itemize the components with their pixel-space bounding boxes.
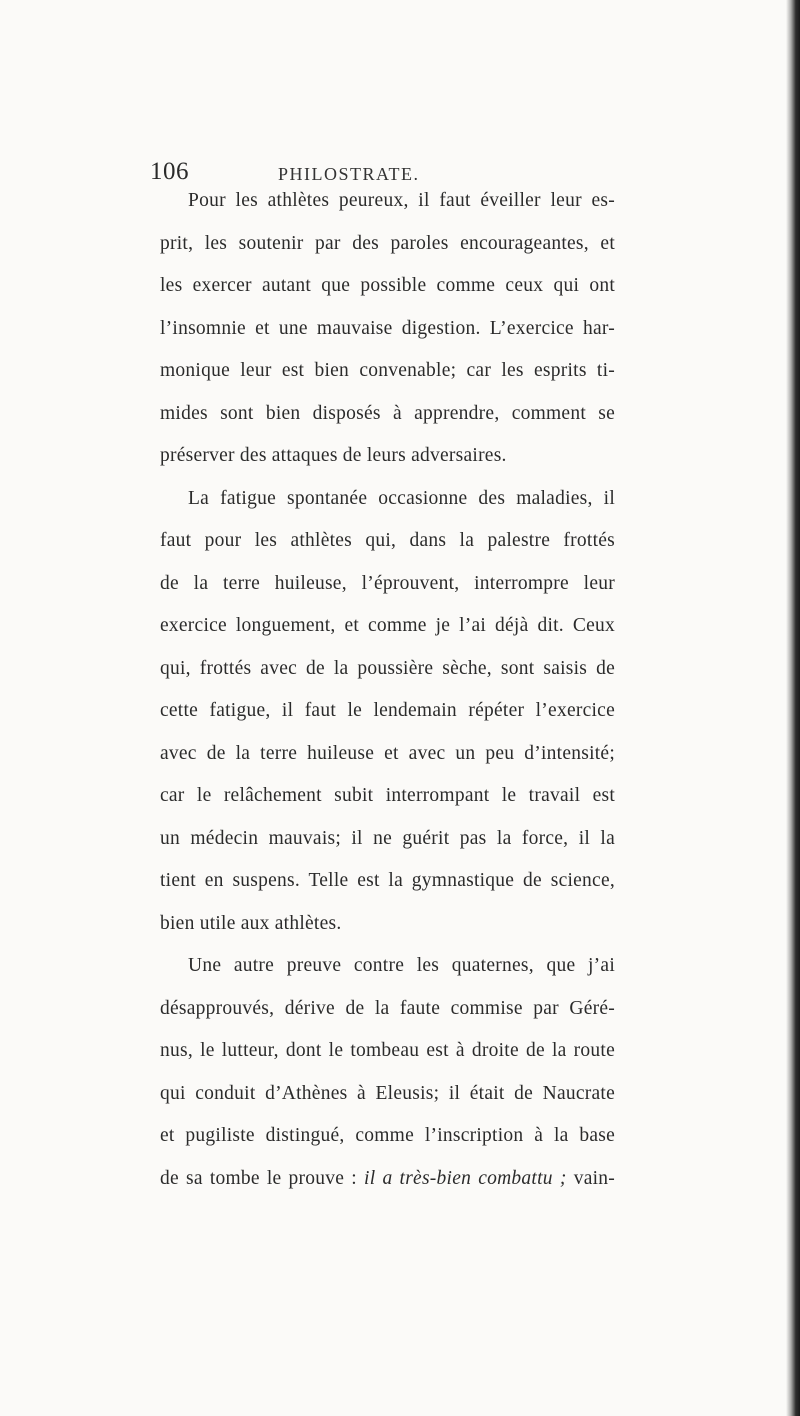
text-line: nus, le lutteur, dont le tombeau est à droite de la route (160, 1040, 615, 1061)
text-line: un médecin mauvais; il ne guérit pas la force, il la (160, 827, 615, 849)
page-edge-shadow (786, 0, 800, 1416)
running-title: PHILOSTRATE. (278, 164, 420, 184)
text-line: monique leur est bien convenable; car les esprits ti- (160, 360, 615, 381)
text-line: Pour les athlètes peureux, il faut éveiller leur es- (188, 190, 615, 211)
text-line: mides sont bien disposés à apprendre, comment se (160, 402, 615, 424)
text-line: avec de la terre huileuse et avec un peu d’intensité; (160, 742, 615, 764)
text-line: qui, frottés avec de la poussière sèche, sont saisis de (160, 657, 615, 679)
text-line: faut pour les athlètes qui, dans la palestre frottés (160, 530, 615, 551)
text-line: préserver des attaques de leurs adversaires. (160, 445, 507, 466)
text-line: cette fatigue, il faut le lendemain répéter l’exercice (160, 700, 615, 721)
text-line: et pugiliste distingué, comme l’inscription à la base (160, 1125, 615, 1146)
text-line: Une autre preuve contre les quaternes, que j’ai (188, 955, 615, 976)
text-line: bien utile aux athlètes. (160, 912, 342, 934)
text-line: l’insomnie et une mauvaise digestion. L’exercice har- (160, 317, 615, 339)
text-line: les exercer autant que possible comme ceux qui ont (160, 275, 615, 296)
text-line: car le relâchement subit interrompant le travail est (160, 785, 615, 806)
final-line-end: vain- (573, 1167, 616, 1189)
text-line: de la terre huileuse, l’éprouvent, interrompre leur (160, 572, 615, 594)
text-line: qui conduit d’Athènes à Eleusis; il était de Naucrate (160, 1082, 615, 1104)
page-number: 106 (150, 158, 189, 185)
text-line: désapprouvés, dérive de la faute commise par Géré- (160, 997, 615, 1019)
text-line: exercice longuement, et comme je l’ai déjà dit. Ceux (160, 615, 615, 636)
final-line-start: de sa tombe le prouve : (160, 1167, 357, 1189)
body-text (160, 180, 615, 1200)
epitaph-quote: il a très-bien combattu ; (364, 1167, 567, 1189)
text-line-final (160, 1158, 615, 1201)
text-line: tient en suspens. Telle est la gymnastique de science, (160, 870, 615, 891)
text-line: La fatigue spontanée occasionne des maladies, il (188, 487, 615, 509)
text-line: prit, les soutenir par des paroles encourageantes, et (160, 232, 615, 254)
